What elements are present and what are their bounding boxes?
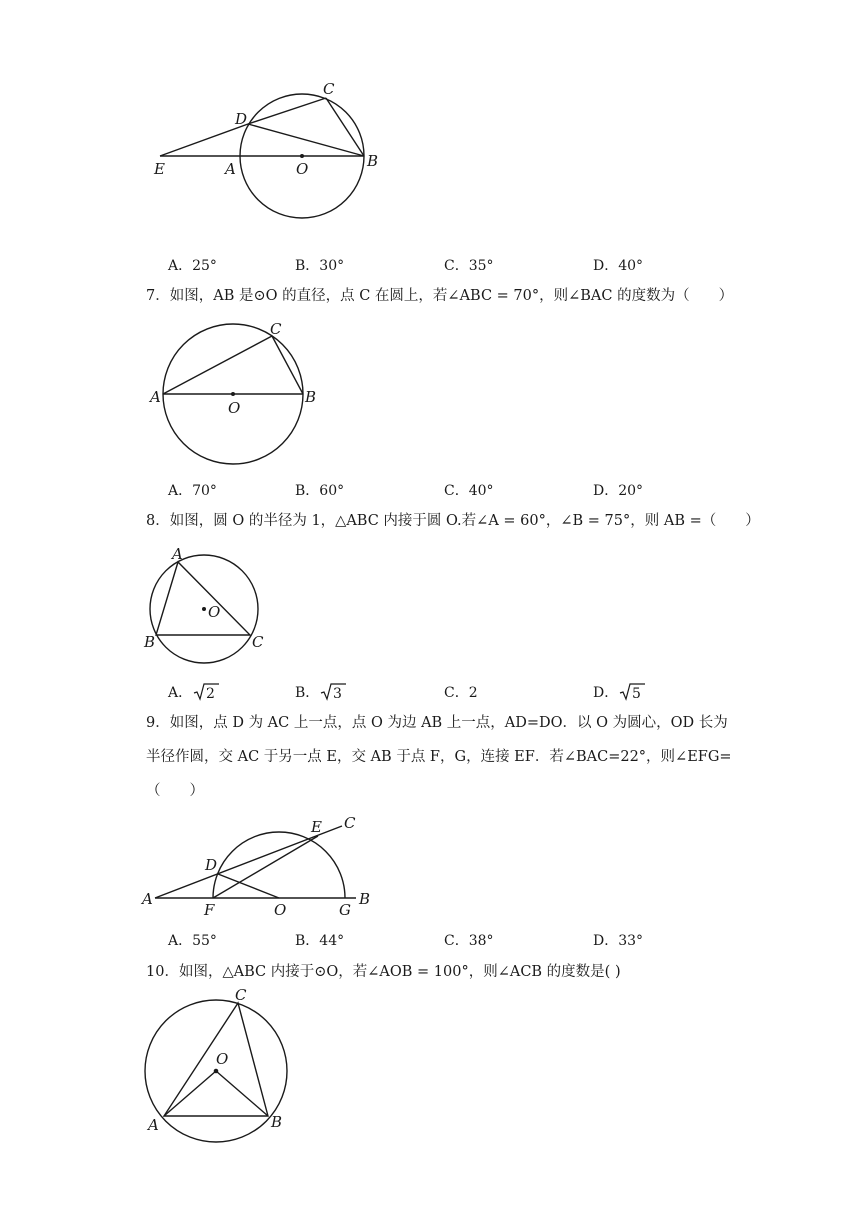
q9-option-b[interactable]: B．44°	[295, 933, 345, 949]
q9-stem-line-3: （ ）	[146, 783, 204, 799]
q6-label-b: B	[367, 152, 379, 170]
q7-label-o: O	[228, 399, 241, 417]
q10-label-b: B	[271, 1113, 283, 1131]
q8-option-d-radicand: 5	[632, 686, 642, 702]
q9-label-a: A	[142, 890, 153, 908]
q7-option-d[interactable]: D．20°	[593, 483, 644, 499]
q9-stem-line-1: 9．如图，点 D 为 AC 上一点，点 O 为边 AB 上一点，AD=DO．以 O 为圆心，OD 长为	[146, 715, 728, 731]
q9-stem-line-2: 半径作圆，交 AC 于另一点 E，交 AB 于点 F，G，连接 EF．若∠BAC=22°，则∠EFG=	[146, 749, 732, 765]
q10-label-o: O	[216, 1050, 229, 1068]
q8-option-b-radicand: 3	[333, 686, 343, 702]
q7-label-c: C	[270, 320, 282, 338]
q8-label-o: O	[208, 603, 221, 621]
q9-option-c[interactable]: C．38°	[444, 933, 494, 949]
q9-label-d: D	[205, 856, 218, 874]
q6-label-e: E	[154, 160, 165, 178]
q9-option-d[interactable]: D．33°	[593, 933, 644, 949]
q9-label-c: C	[344, 814, 356, 832]
q7-option-b[interactable]: B．60°	[295, 483, 345, 499]
q9-label-b: B	[359, 890, 371, 908]
q8-option-c[interactable]: C．2	[444, 685, 478, 701]
q10-segment-ob	[216, 1071, 268, 1116]
q6-label-d: D	[235, 110, 248, 128]
q8-label-c: C	[252, 633, 264, 651]
q10-center-dot	[214, 1069, 219, 1074]
q10-segment-oa	[164, 1071, 216, 1116]
q8-label-b: B	[144, 633, 156, 651]
q9-option-a[interactable]: A．55°	[168, 933, 217, 949]
q8-option-b-letter: B．	[295, 685, 320, 701]
q6-option-d[interactable]: D．40°	[593, 258, 644, 274]
q7-option-a[interactable]: A．70°	[168, 483, 217, 499]
q8-label-a: A	[172, 545, 183, 563]
q6-option-a[interactable]: A．25°	[168, 258, 217, 274]
q9-label-f: F	[204, 901, 215, 919]
q10-label-c: C	[235, 986, 247, 1004]
q8-option-a-radicand: 2	[206, 686, 216, 702]
q6-label-o: O	[296, 160, 309, 178]
q6-label-a: A	[225, 160, 236, 178]
q9-label-o: O	[274, 901, 287, 919]
q8-option-d-letter: D．	[593, 685, 619, 701]
q9-label-e: E	[311, 818, 322, 836]
q8-stem: 8．如图，圆 O 的半径为 1，△ABC 内接于圆 O.若∠A = 60°，∠B = 75°，则 AB =（ ）	[146, 513, 760, 529]
q7-stem: 7．如图，AB 是⊙O 的直径，点 C 在圆上，若∠ABC = 70°，则∠BAC 的度数为（ ）	[146, 288, 734, 304]
q6-option-b[interactable]: B．30°	[295, 258, 345, 274]
q9-label-g: G	[339, 901, 351, 919]
q10-stem: 10．如图，△ABC 内接于⊙O，若∠AOB = 100°，则∠ACB 的度数是( )	[146, 964, 621, 980]
q7-label-b: B	[305, 388, 317, 406]
q6-label-c: C	[323, 80, 335, 98]
q7-option-c[interactable]: C．40°	[444, 483, 494, 499]
q10-label-a: A	[148, 1116, 159, 1134]
q7-label-a: A	[150, 388, 161, 406]
q8-option-a-letter: A．	[168, 685, 193, 701]
q6-option-c[interactable]: C．35°	[444, 258, 494, 274]
